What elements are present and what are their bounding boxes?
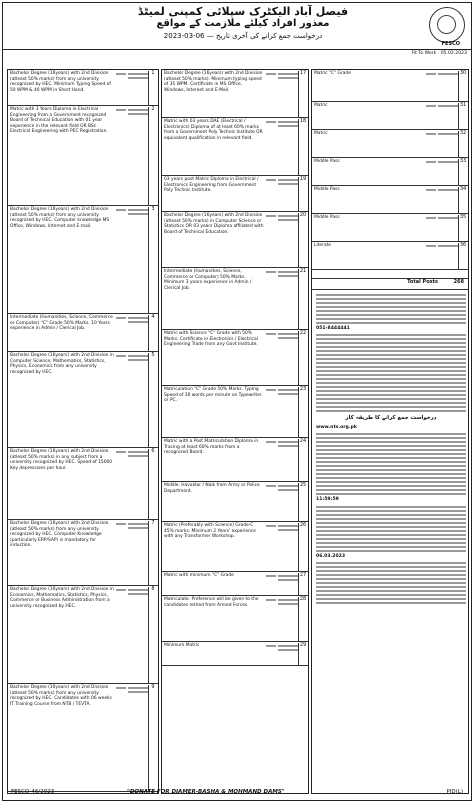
table-row xyxy=(312,70,468,102)
post-title xyxy=(278,177,298,187)
final-deadline: 06.03.2023 xyxy=(316,553,346,559)
qualification-cell: Middle Pass xyxy=(314,159,340,164)
qualification-cell: Literate xyxy=(314,243,332,248)
qualification-cell: Bachelor Degree (16years) with 2nd Division (atleast 50% marks) from any university recognized by HEC. Computer knowledge MS Office, Windows, Internet and E-mail. xyxy=(10,207,110,229)
company-title: فیصل آباد الیکٹرک سپلائی کمپنی لمیٹڈ xyxy=(137,5,349,18)
bps-cell xyxy=(426,243,436,249)
table-column-right xyxy=(311,69,469,794)
table-row xyxy=(162,438,308,482)
qualification-cell: Intermediate (Humanities, Science, Commerce or Computer) "C" Grade 50% Marks. 10 Years experience in Admin / Clerical Job. xyxy=(10,315,113,331)
table-row xyxy=(312,102,468,130)
post-title xyxy=(278,331,298,341)
deadline-date: 06-03-2023 xyxy=(163,32,205,40)
table-row xyxy=(162,572,308,596)
qualification-cell: Matric xyxy=(314,103,328,108)
qualification-cell: Bachelor Degree (16years) with 2nd Division (atleast 50% marks) from any university recognized by HEC. Candidates with 06 weeks IT Training Course from NTB / TEVTA. xyxy=(10,685,112,707)
post-title xyxy=(128,107,148,117)
table-row xyxy=(162,596,308,642)
table-row xyxy=(162,70,308,118)
bps-cell xyxy=(266,643,276,649)
table-column-middle xyxy=(161,69,309,794)
qualification-cell: 03 years post Matric Diploma in Electrical / Electronics Engineering from Government Poly Technic Institute. xyxy=(164,177,259,193)
bps-cell xyxy=(266,71,276,77)
serial-number: 26 xyxy=(298,523,307,572)
table-row xyxy=(8,586,158,684)
bps-cell xyxy=(426,159,436,165)
qualification-cell: Matriculation "C" Grade 50% Marks. Typing Speed of 30 words per minute on Typewriter or PC. xyxy=(164,387,262,403)
post-title xyxy=(438,131,458,137)
post-title xyxy=(278,119,298,129)
table-row xyxy=(8,684,158,792)
qualification-cell: Bachelor Degree (16years) with 2nd Division (atleast 50% marks) from any university recognized by HEC. Minimum Typing Speed of 50 WPM & 40 WPM in Short Hand. xyxy=(10,71,111,93)
serial-number: 35 xyxy=(458,215,467,242)
serial-number: 33 xyxy=(458,159,467,186)
table-row xyxy=(8,448,158,520)
serial-number: 32 xyxy=(458,131,467,158)
bps-cell xyxy=(266,119,276,125)
table-row xyxy=(8,206,158,314)
serial-number: 8 xyxy=(148,587,157,684)
logo-text: FESCO xyxy=(441,41,460,47)
table-row xyxy=(162,642,308,666)
qualification-cell: Matric with Science "C" Grade with 50% Marks. Certificate in Electronics / Electrical Engineering Trade from any Govt Institute. xyxy=(164,331,258,347)
contact-phone: 051-8444441 xyxy=(316,326,350,331)
post-title xyxy=(278,387,298,397)
post-title xyxy=(438,103,458,109)
bps-cell xyxy=(266,177,276,183)
post-title xyxy=(128,71,148,81)
qualification-cell: Matriculate. Preference will be given to the candidates retired from Armed Forces. xyxy=(164,597,259,608)
serial-number: 3 xyxy=(148,207,157,314)
bps-cell xyxy=(266,213,276,219)
table-row xyxy=(162,118,308,176)
bps-cell xyxy=(266,573,276,579)
post-title xyxy=(278,213,298,223)
serial-number: 21 xyxy=(298,269,307,330)
post-title xyxy=(128,521,148,531)
serial-number: 23 xyxy=(298,387,307,438)
qualification-cell: Bachelor Degree (16years) with 2nd Division in Computer Science, Mathematics, Statistics, Physics, Economics from any university recognized by HEC. xyxy=(10,353,114,375)
post-title xyxy=(278,439,298,449)
instructions-block xyxy=(316,292,466,606)
ad-subtitle: معذور افراد کیلئے ملازمت کے مواقع xyxy=(156,18,330,29)
table-row xyxy=(8,352,158,448)
serial-number: 6 xyxy=(148,449,157,520)
table-row xyxy=(312,158,468,186)
table-row xyxy=(8,70,158,106)
post-title xyxy=(438,71,458,77)
table-row xyxy=(162,522,308,572)
serial-number: 22 xyxy=(298,331,307,386)
bps-cell xyxy=(266,523,276,529)
qualification-cell: Bachelor Degree (16years) with 2nd Division in Economics, Mathematics, Statistics, Physics, Commerce or Business Administration from a university recognized by HEC. xyxy=(10,587,114,609)
qualification-cell: Bachelor Degree (16years) with 2nd Division (atleast 50% marks). Minimum typing speed of 35 WPM. Certificate in MS Office, Windows, Internet and E-Mail. xyxy=(164,71,263,93)
qualification-cell: Matric with a Post Matriculation Diploma in Tracing at least 60% marks from a recognized Board. xyxy=(164,439,259,455)
bps-cell xyxy=(116,587,126,593)
serial-number: 31 xyxy=(458,103,467,130)
qualification-cell: Matric xyxy=(314,131,328,136)
bps-cell xyxy=(266,439,276,445)
bps-cell xyxy=(116,685,126,691)
post-title xyxy=(278,643,298,653)
qualification-cell: Middle Pass xyxy=(314,187,340,192)
qualification-cell: Matric with 03 years DAE (Electrical / Electronics) Diploma of at least 60% marks from a Government Poly Technic Institute OR equivalent qualification in relevant field. xyxy=(164,119,263,141)
table-row xyxy=(312,186,468,214)
footer-ref-right: PID(L) xyxy=(446,789,463,795)
qualification-cell: Matric with 3 Years Diploma in Electrical Engineering from a Government recognized Board of Technical Education with 01 year experience in the relevant field OR BSc Electrical Engineering with PEC Registration. xyxy=(10,107,108,134)
post-title xyxy=(278,71,298,81)
qualification-cell: Matric with minimum "C" Grade xyxy=(164,573,234,578)
bps-cell xyxy=(266,269,276,275)
bps-cell xyxy=(426,103,436,109)
serial-number: 4 xyxy=(148,315,157,352)
post-title xyxy=(128,685,148,695)
post-title xyxy=(128,207,148,217)
serial-number: 2 xyxy=(148,107,157,206)
table-row xyxy=(8,314,158,352)
post-title xyxy=(128,353,148,363)
total-value: 268 xyxy=(453,279,464,285)
table-row xyxy=(8,520,158,586)
qualification-cell: Bachelor Degree (16years) with 2nd Division (atleast 50% marks) from any university recognized by HEC. Computer Knowledge (particularly ERP/SAP) is mandatory for induction. xyxy=(10,521,109,548)
bank-time: 11:59:59 xyxy=(316,497,339,503)
post-title xyxy=(438,187,458,193)
serial-number: 7 xyxy=(148,521,157,586)
qualification-cell: Bachelor Degree (16years) with 2nd Division (atleast 50% marks) in Computer Science or Statistics OR 03 years Diploma affiliated with Board of Technical Education. xyxy=(164,213,264,235)
post-title xyxy=(438,215,458,221)
post-title xyxy=(128,315,148,325)
qualification-cell: Intermediate (Humanities, Science, Commerce or Computer) 50% Marks. Minimum 3 years experience in Admin / Clerical Job. xyxy=(164,269,252,291)
bps-cell xyxy=(116,107,126,113)
bps-cell xyxy=(266,483,276,489)
serial-number: 19 xyxy=(298,177,307,212)
post-title xyxy=(278,573,298,583)
qualification-cell: Matric (Preferably with Science) Grade-C 45% marks. Minimum 2 Years' experience with any Transformer Workshop. xyxy=(164,523,257,539)
serial-number: 17 xyxy=(298,71,307,118)
bps-cell xyxy=(116,353,126,359)
bps-cell xyxy=(426,215,436,221)
table-column-left xyxy=(7,69,159,794)
serial-number: 29 xyxy=(298,643,307,666)
table-row xyxy=(162,268,308,330)
bps-cell xyxy=(266,597,276,603)
post-title xyxy=(278,269,298,279)
table-row xyxy=(162,386,308,438)
table-row xyxy=(312,130,468,158)
footer-slogan: "DONATE FOR DIAMER-BASHA & MOHMAND DAMS" xyxy=(127,789,285,795)
serial-number: 36 xyxy=(458,243,467,270)
bps-cell xyxy=(116,449,126,455)
table-row xyxy=(162,330,308,386)
post-title xyxy=(278,523,298,533)
serial-number: 34 xyxy=(458,187,467,214)
post-title xyxy=(278,483,298,493)
serial-number: 18 xyxy=(298,119,307,176)
post-title xyxy=(438,243,458,249)
bps-cell xyxy=(266,331,276,337)
bps-cell xyxy=(116,315,126,321)
footer xyxy=(7,788,467,798)
post-title xyxy=(128,449,148,459)
table-row xyxy=(312,242,468,270)
serial-number: 30 xyxy=(458,71,467,102)
advertisement-page xyxy=(2,2,472,801)
post-title xyxy=(438,159,458,165)
bps-cell xyxy=(116,71,126,77)
post-title xyxy=(278,597,298,607)
total-row xyxy=(312,278,468,290)
table-row xyxy=(312,214,468,242)
fesco-logo-icon xyxy=(429,7,465,43)
qualification-cell: Matric "C" Grade xyxy=(314,71,351,76)
qualification-cell: Middle Pass xyxy=(314,215,340,220)
serial-number: 1 xyxy=(148,71,157,106)
serial-number: 25 xyxy=(298,483,307,522)
instructions-heading: درخواست جمع کرانے کا طریقہ کار xyxy=(345,415,437,422)
serial-number: 28 xyxy=(298,597,307,642)
intro-date: 05.02.2023 xyxy=(440,51,467,56)
table-row xyxy=(8,106,158,206)
bps-cell xyxy=(426,131,436,137)
serial-number: 24 xyxy=(298,439,307,482)
bps-cell xyxy=(116,207,126,213)
serial-number: 5 xyxy=(148,353,157,448)
bps-cell xyxy=(266,387,276,393)
nts-website: www.nts.org.pk xyxy=(316,424,357,430)
table-row xyxy=(162,482,308,522)
qualification-cell: Minimum Matric xyxy=(164,643,200,648)
table-row xyxy=(162,176,308,212)
serial-number: 20 xyxy=(298,213,307,268)
total-label: Total Posts xyxy=(407,279,438,285)
post-title xyxy=(128,587,148,597)
header xyxy=(3,3,471,50)
serial-number: 9 xyxy=(148,685,157,792)
table-row xyxy=(162,212,308,268)
footer-ref-left: FESCO-46/2023 xyxy=(11,789,55,795)
deadline-line: درخواست جمع کرانے کی آخری تاریخ — 06-03-2023 xyxy=(163,32,323,40)
intro-fit: Fit To Work xyxy=(411,51,437,56)
intro-paragraph: Fit To Work · 05.02.2023 xyxy=(411,51,467,56)
bps-cell xyxy=(426,71,436,77)
qualification-cell: Middle. Havaldar / Naik from Army or Police Department. xyxy=(164,483,260,494)
qualification-cell: Bachelor Degree (16years) with 2nd Division (atleast 50% marks) in any subject from a university recognized by HEC. Speed of 15000 Key depressions per hour. xyxy=(10,449,113,471)
bps-cell xyxy=(116,521,126,527)
bps-cell xyxy=(426,187,436,193)
serial-number: 27 xyxy=(298,573,307,596)
